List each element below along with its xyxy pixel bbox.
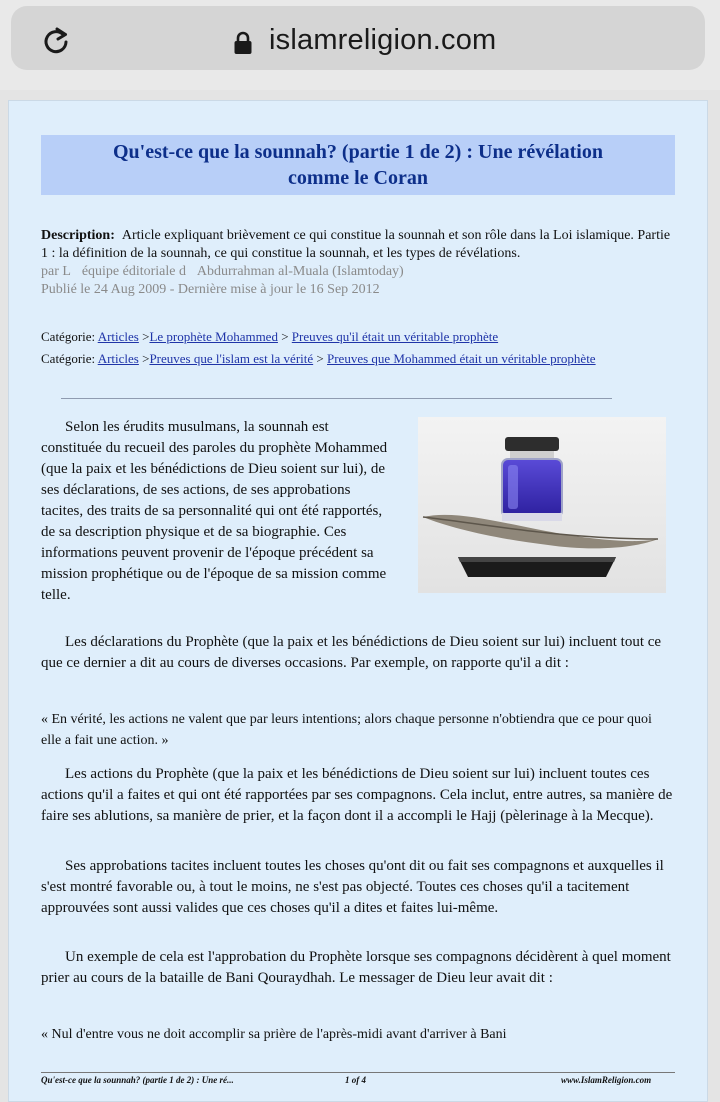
footer-divider <box>41 1072 675 1073</box>
category-line-2: Catégorie: Articles >Preuves que l'islam est la vérité > Preuves que Mohammed était un véritable prophète <box>41 351 596 366</box>
article-title <box>41 135 675 195</box>
category-link-preuves-mohammed[interactable]: Preuves que Mohammed était un véritable prophète <box>327 351 596 366</box>
description-text: Article expliquant brièvement ce qui constitue la sounnah et son rôle dans la Loi islamique. Partie 1 : la définition de la sounnah, ce qui constitue la sounnah, et les types de révélations. <box>41 228 671 261</box>
paragraph-1: Selon les érudits musulmans, la sounnah est constituée du recueil des paroles du prophète Mohammed (que la paix et les bénédictions de Dieu soient sur lui), de ses déclarations, de ses actions, de ses approbations tacites, des traits de sa personnalité qui ont été rapportés, de sa description physique et de sa biographie. Ces informations peuvent provenir de l'époque précédent sa mission prophétique ou de l'époque de sa mission comme telle. <box>41 419 388 603</box>
title-line-1: Qu'est-ce que la sounnah? (partie 1 de 2) : Une révélation <box>113 141 603 163</box>
category-link-preuves-islam[interactable]: Preuves que l'islam est la vérité <box>149 351 314 366</box>
paragraph-4: Ses approbations tacites incluent toutes les choses qu'ont dit ou fait ses compagnons et auxquelles il s'est montré favorable ou, à tout le moins, ne s'est pas objecté. Toutes ces choses qu'il a tacitement approuvées sont aussi valides que ces choses qu'il a dites et faites lui-même. <box>41 858 664 916</box>
footer-page-number: 1 of 4 <box>345 1075 366 1085</box>
category-link-articles[interactable]: Articles <box>97 329 139 344</box>
divider <box>61 398 612 399</box>
description-block <box>41 227 675 299</box>
paragraph-2: Les déclarations du Prophète (que la paix et les bénédictions de Dieu soient sur lui) incluent tout ce que ce dernier a dit au cours de diverses occasions. Par exemple, on rapporte qu'il a dit : <box>41 634 662 671</box>
inkwell-quill-image <box>418 417 666 593</box>
category-label: Catégorie: <box>41 329 98 344</box>
category-link-prophete[interactable]: Le prophète Mohammed <box>149 329 278 344</box>
date-line: Publié le 24 Aug 2009 - Dernière mise à jour le 16 Sep 2012 <box>41 282 380 297</box>
paragraph-5: Un exemple de cela est l'approbation du Prophète lorsque ses compagnons décidèrent à quel moment prier au cours de la bataille de Bani Qouraydhah. Le messager de Dieu leur avait dit : <box>41 949 671 986</box>
title-line-2: comme le Coran <box>288 167 428 189</box>
category-link-preuves-prophete[interactable]: Preuves qu'il était un véritable prophète <box>291 329 499 344</box>
browser-chrome <box>0 0 720 90</box>
reload-icon[interactable] <box>41 26 71 56</box>
lock-icon <box>233 30 253 56</box>
category-line-1: Catégorie: Articles >Le prophète Mohammed > Preuves qu'il était un véritable prophète <box>41 329 499 344</box>
quote-2: « Nul d'entre vous ne doit accomplir sa prière de l'après-midi avant d'arriver à Bani <box>41 1027 507 1042</box>
article-page <box>8 100 708 1102</box>
paragraph-3: Les actions du Prophète (que la paix et les bénédictions de Dieu soient sur lui) incluent toutes ces actions qu'il a faites et qui ont été rapportées par ses compagnons. Cela inclut, entre autres, sa manière de faire ses ablutions, sa manière de prier, et la façon dont il a accompli le Hajj (pèlerinage à la Mecque). <box>41 766 673 824</box>
address-bar[interactable] <box>11 6 705 70</box>
footer-title: Qu'est-ce que la sounnah? (partie 1 de 2) : Une ré... <box>41 1075 234 1085</box>
url-text: islamreligion.com <box>269 24 497 56</box>
category-link-articles[interactable]: Articles <box>97 351 139 366</box>
category-label: Catégorie: <box>41 351 98 366</box>
description-label: Description: <box>41 228 115 243</box>
quote-1: « En vérité, les actions ne valent que par leurs intentions; alors chaque personne n'obtiendra que ce pour quoi elle a fait une action. » <box>41 712 652 748</box>
author-line: par L équipe éditoriale d Abdurrahman al-Muala (Islamtoday) <box>41 264 404 279</box>
footer-site: www.IslamReligion.com <box>561 1075 652 1085</box>
